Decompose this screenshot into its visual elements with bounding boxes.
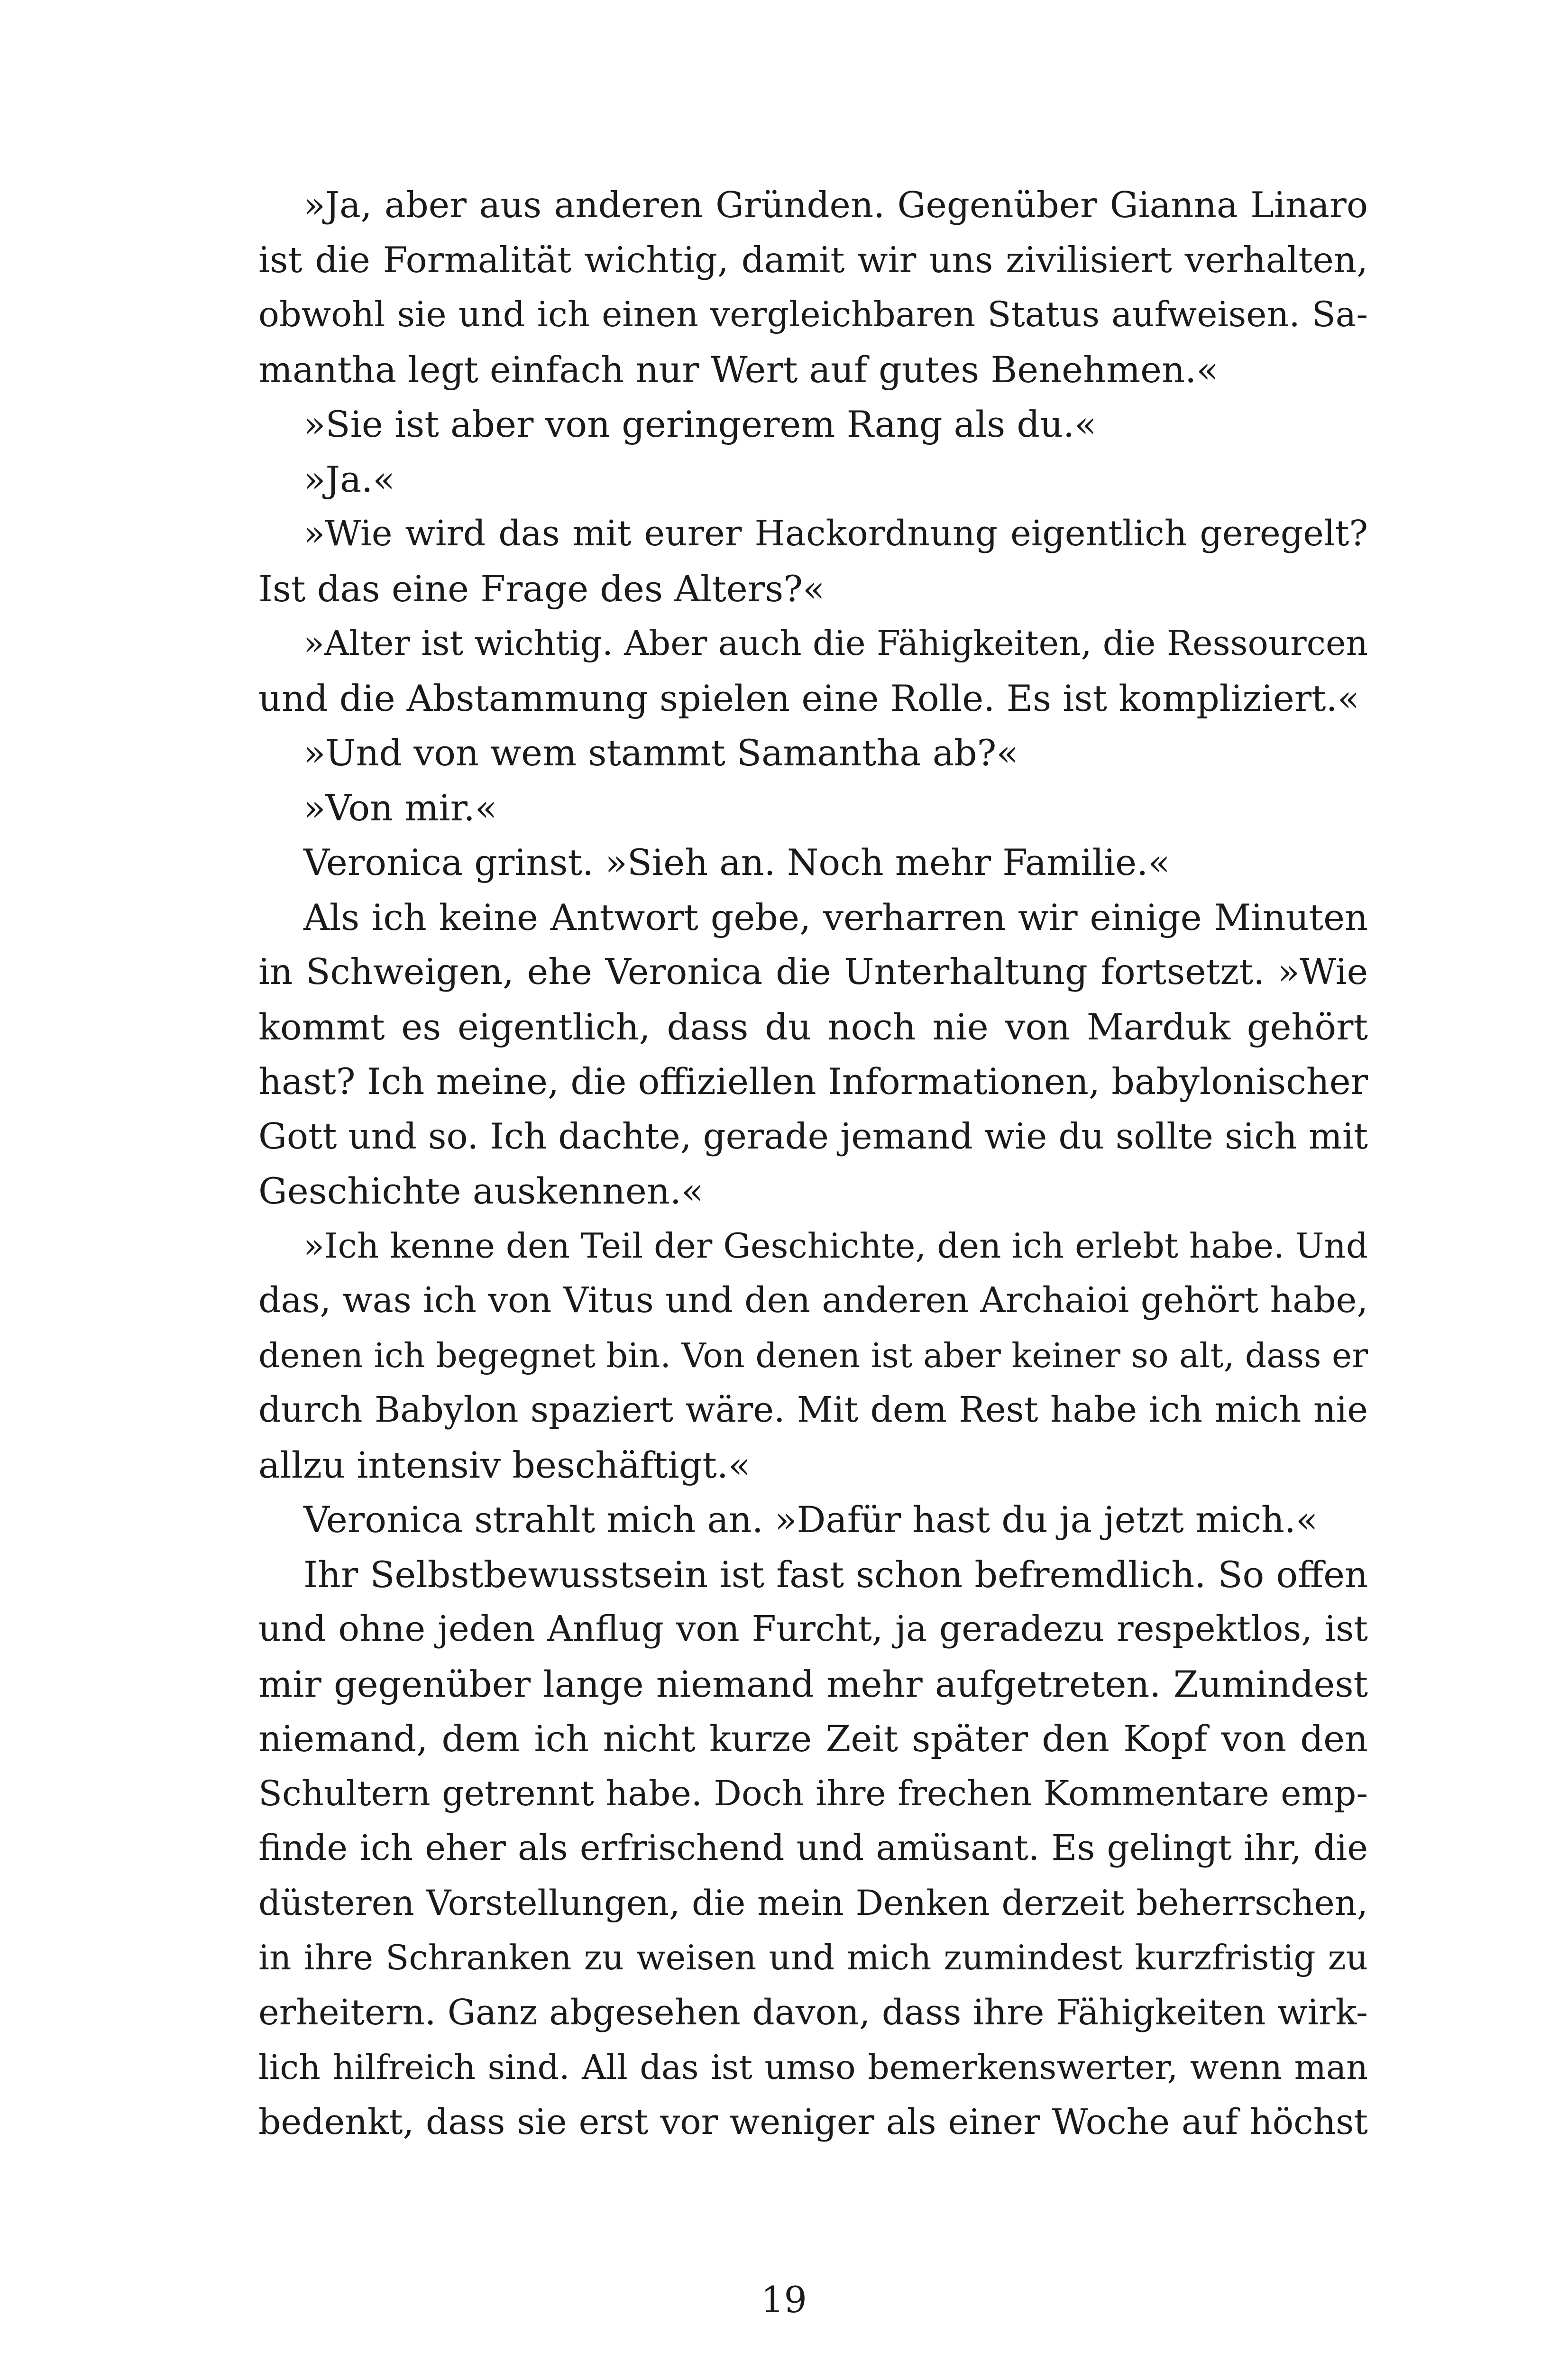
body-text	[258, 178, 1368, 2150]
text-line: Ist das eine Frage des Alters?«	[258, 567, 825, 610]
text-line: Schultern getrennt habe. Doch ihre frechen Kommentare emp-	[258, 1773, 1368, 1814]
text-line: Veronica strahlt mich an. »Dafür hast du ja jetzt mich.«	[303, 1498, 1318, 1541]
text-line: bedenkt, dass sie erst vor weniger als einer Woche auf höchst	[258, 2101, 1368, 2142]
text-line: erheitern. Ganz abgesehen davon, dass ihre Fähigkeiten wirk-	[258, 1992, 1368, 2033]
text-line: niemand, dem ich nicht kurze Zeit später den Kopf von den	[258, 1718, 1368, 1760]
text-line: »Sie ist aber von geringerem Rang als du.«	[303, 403, 1097, 445]
text-line: »Und von wem stammt Samantha ab?«	[303, 732, 1018, 774]
text-line: denen ich begegnet bin. Von denen ist aber keiner so alt, dass er	[258, 1335, 1368, 1375]
text-line: Veronica grinst. »Sieh an. Noch mehr Familie.«	[303, 841, 1170, 883]
page-number: 19	[761, 2279, 807, 2321]
text-line: »Alter ist wichtig. Aber auch die Fähigkeiten, die Ressourcen	[303, 623, 1368, 663]
text-line: düsteren Vorstellungen, die mein Denken derzeit beherrschen,	[258, 1883, 1368, 1923]
text-line: obwohl sie und ich einen vergleichbaren Status aufweisen. Sa-	[258, 294, 1368, 335]
text-line: finde ich eher als erfrischend und amüsant. Es gelingt ihr, die	[258, 1828, 1368, 1868]
text-line: Geschichte auskennen.«	[258, 1170, 704, 1212]
text-line: »Ja.«	[303, 458, 395, 500]
text-line: und ohne jeden Anflug von Furcht, ja geradezu respektlos, ist	[258, 1608, 1368, 1649]
text-line: allzu intensiv beschäftigt.«	[258, 1443, 751, 1486]
text-line: »Ja, aber aus anderen Gründen. Gegenüber Gianna Linaro	[303, 184, 1368, 226]
text-line: in ihre Schranken zu weisen und mich zumindest kurzfristig zu	[258, 1938, 1368, 1977]
text-line: hast? Ich meine, die offiziellen Informationen, babylonischer	[258, 1060, 1368, 1103]
text-line: mir gegenüber lange niemand mehr aufgetreten. Zumindest	[258, 1663, 1368, 1705]
text-line: mantha legt einfach nur Wert auf gutes Benehmen.«	[258, 348, 1219, 391]
text-line: Als ich keine Antwort gebe, verharren wir einige Minuten	[303, 896, 1368, 938]
text-line: und die Abstammung spielen eine Rolle. Es ist kompliziert.«	[258, 677, 1360, 719]
text-line: durch Babylon spaziert wäre. Mit dem Rest habe ich mich nie	[258, 1389, 1368, 1430]
text-line: »Von mir.«	[303, 786, 497, 829]
text-line: das, was ich von Vitus und den anderen Archaioi gehört habe,	[258, 1280, 1368, 1321]
text-line: Ihr Selbstbewusstsein ist fast schon befremdlich. So offen	[303, 1553, 1368, 1596]
text-line: kommt es eigentlich, dass du noch nie von Marduk gehört	[258, 1005, 1368, 1048]
text-line: ist die Formalität wichtig, damit wir uns zivilisiert verhalten,	[258, 239, 1368, 281]
text-line: »Ich kenne den Teil der Geschichte, den ich erlebt habe. Und	[303, 1225, 1368, 1266]
text-line: Gott und so. Ich dachte, gerade jemand wie du sollte sich mit	[258, 1115, 1368, 1157]
text-line: lich hilfreich sind. All das ist umso bemerkenswerter, wenn man	[258, 2048, 1368, 2087]
text-line: »Wie wird das mit eurer Hackordnung eigentlich geregelt?	[303, 513, 1368, 554]
text-line: in Schweigen, ehe Veronica die Unterhaltung fortsetzt. »Wie	[258, 951, 1368, 993]
